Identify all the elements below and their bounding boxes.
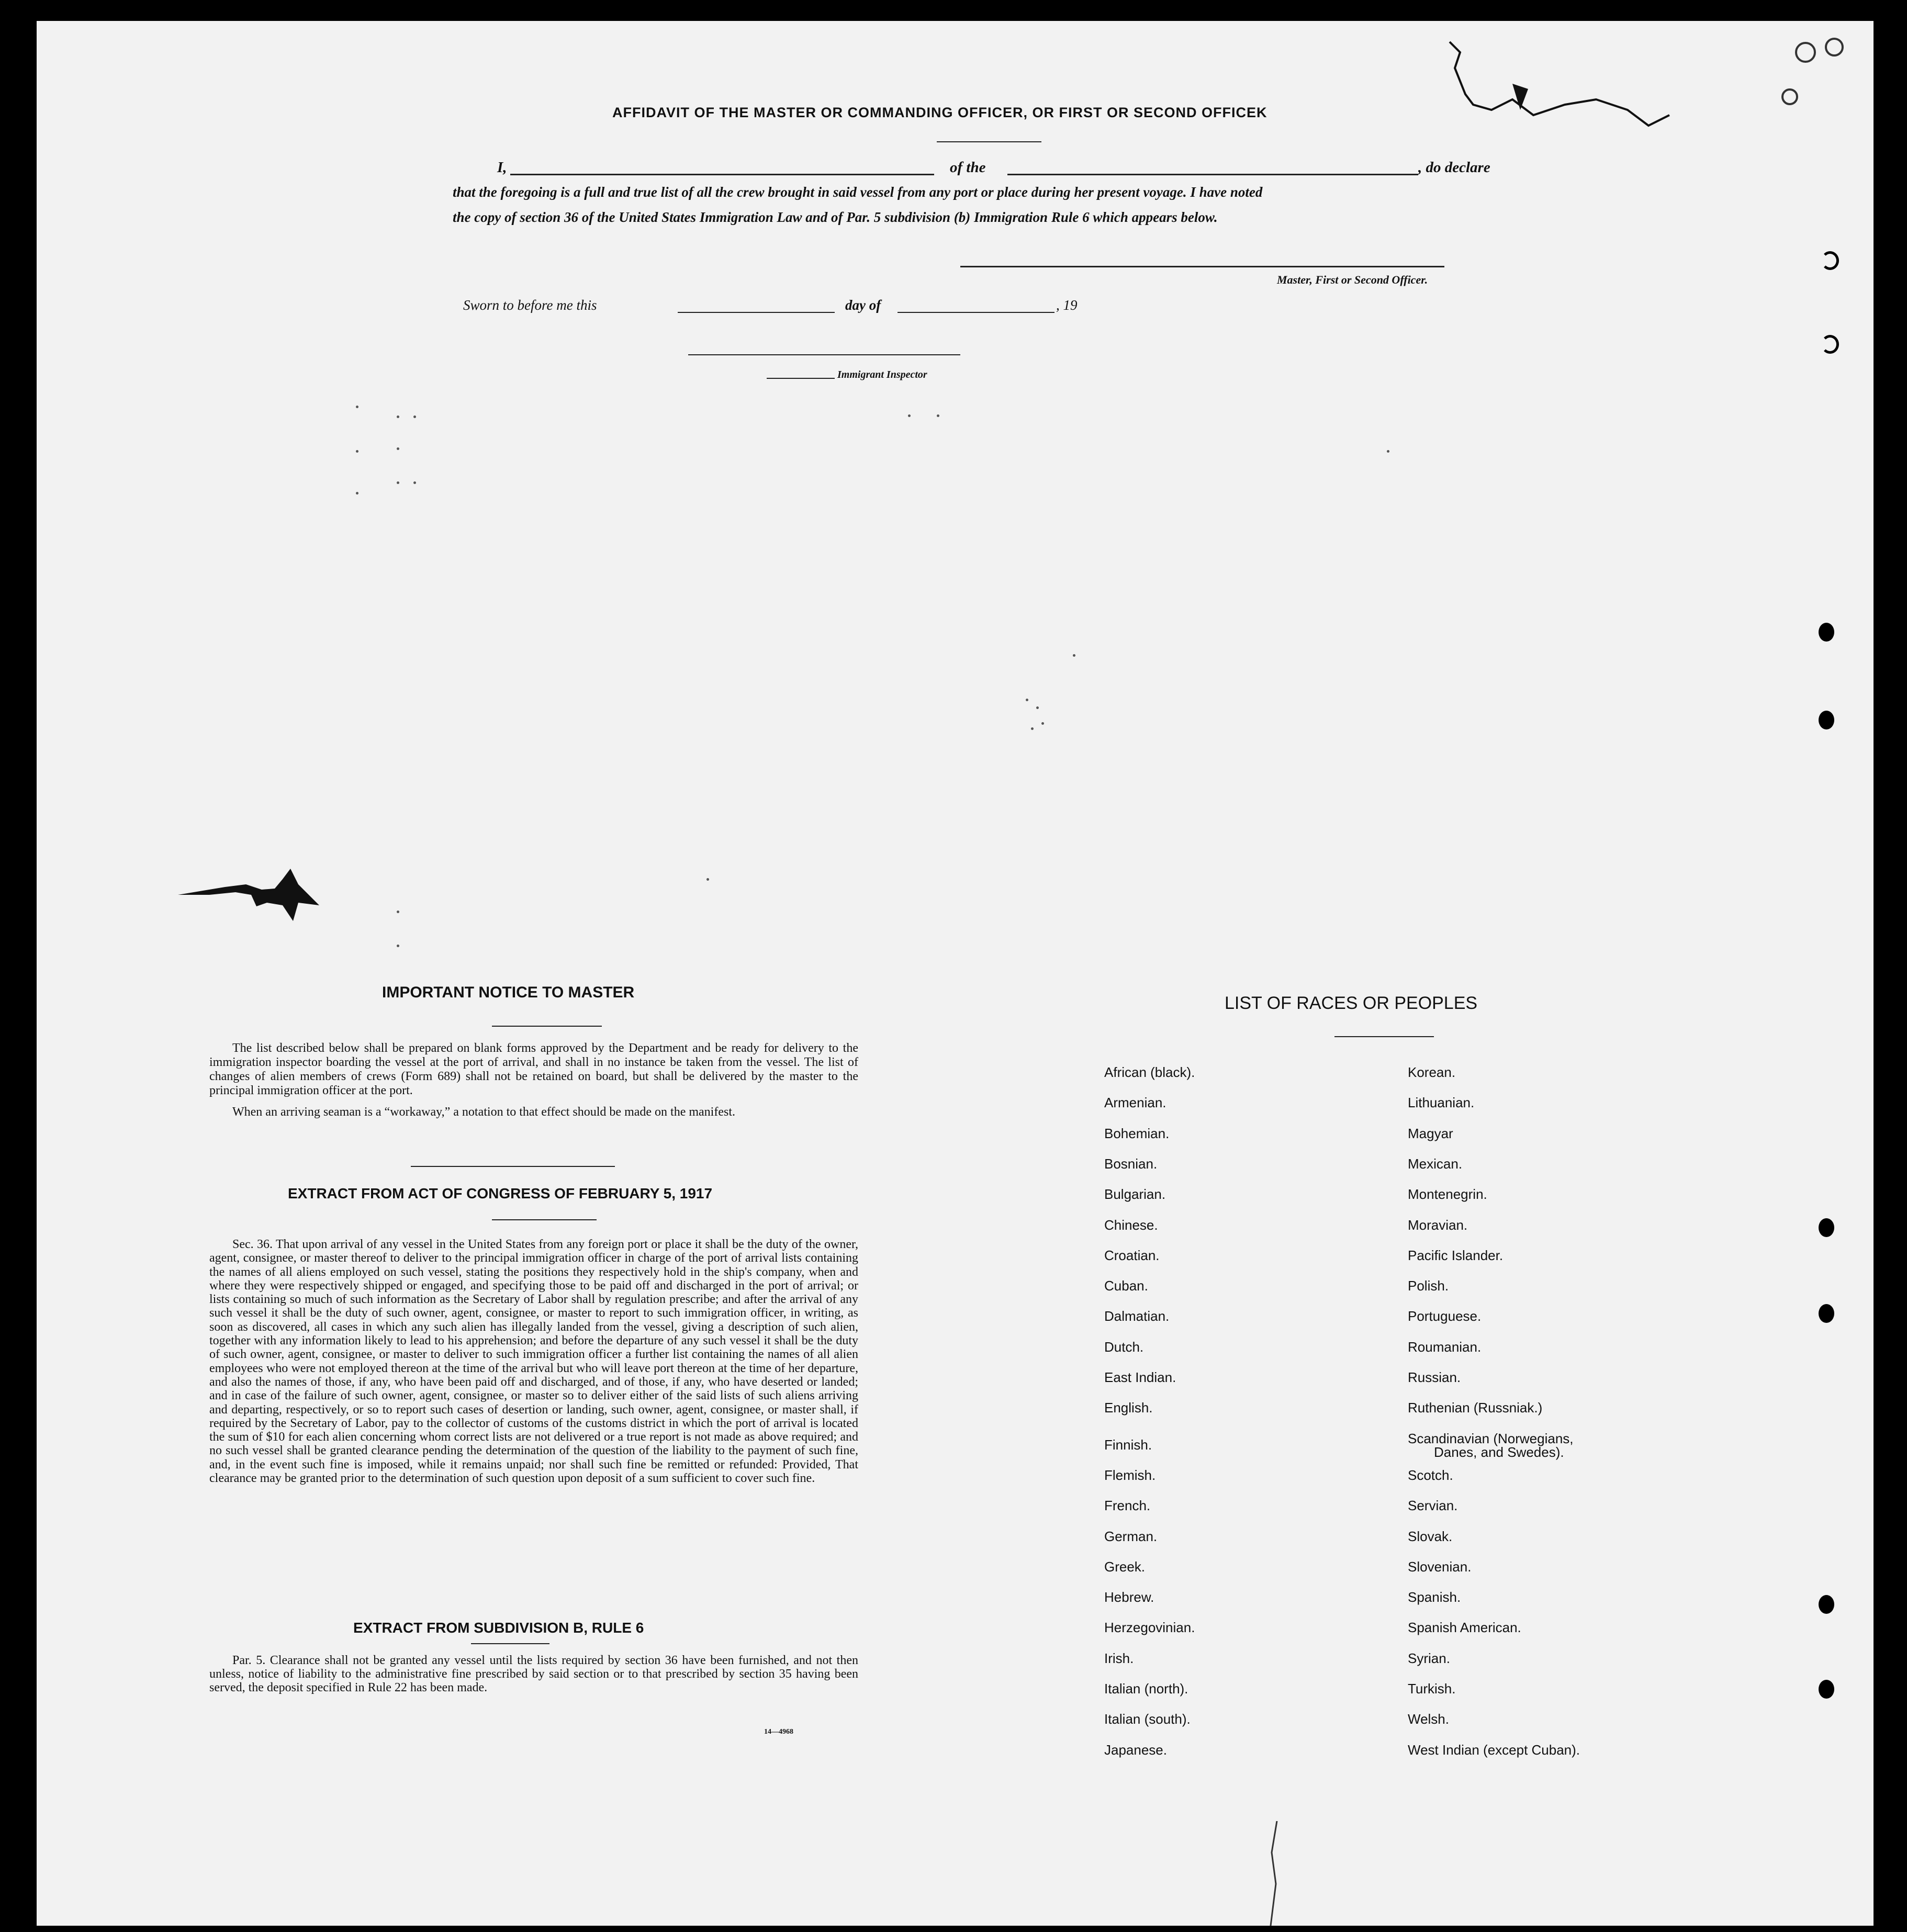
race-item: Servian. bbox=[1408, 1498, 1458, 1514]
binder-hole bbox=[1821, 251, 1839, 270]
notice-title-underline bbox=[492, 1026, 602, 1027]
paragraph-5-text: Par. 5. Clearance shall not be granted any vessel until the lists required by section 36 have been furnished, and not then unless, notice of liability to the administrative fine prescribed by said section or to that prescribed by section 35 having been served, the deposit specified in Rule 22 has been made. bbox=[209, 1654, 858, 1694]
race-item: Bulgarian. bbox=[1104, 1186, 1166, 1203]
inspector-signature-line-top bbox=[688, 354, 960, 355]
binder-hole bbox=[1819, 1218, 1834, 1237]
binder-hole bbox=[1819, 1595, 1834, 1614]
notice-body bbox=[209, 1041, 858, 1127]
declaration-i-label: I, bbox=[497, 159, 507, 176]
race-item: Irish. bbox=[1104, 1650, 1134, 1666]
race-item: Syrian. bbox=[1408, 1650, 1450, 1666]
faint-dot bbox=[1073, 654, 1075, 657]
rule-extract-title: EXTRACT FROM SUBDIVISION B, RULE 6 bbox=[353, 1620, 644, 1636]
race-item: Korean. bbox=[1408, 1064, 1456, 1080]
races-list-title: LIST OF RACES OR PEOPLES bbox=[1225, 993, 1478, 1013]
race-item: Polish. bbox=[1408, 1278, 1449, 1294]
race-item: Slovenian. bbox=[1408, 1558, 1472, 1575]
faint-dot bbox=[356, 450, 358, 453]
vessel-blank bbox=[1007, 174, 1418, 175]
ink-blot-mark bbox=[178, 863, 351, 937]
faint-dot bbox=[397, 945, 399, 947]
faint-dot bbox=[1041, 722, 1044, 725]
statement-line-2: the copy of section 36 of the United States Immigration Law and of Par. 5 subdivision (b) Immigration Rule 6 which appears below. bbox=[453, 209, 1218, 225]
race-item: Italian (south). bbox=[1104, 1711, 1191, 1727]
inspector-caption: Immigrant Inspector bbox=[837, 369, 927, 380]
faint-dot bbox=[397, 481, 399, 484]
race-item: Turkish. bbox=[1408, 1681, 1456, 1697]
binder-hole bbox=[1819, 711, 1834, 729]
faint-dot bbox=[356, 406, 358, 408]
race-item: Scandinavian (Norwegians, bbox=[1408, 1430, 1574, 1446]
race-item: Ruthenian (Russniak.) bbox=[1408, 1400, 1543, 1416]
race-item: Cuban. bbox=[1104, 1278, 1148, 1294]
faint-dot bbox=[397, 447, 399, 450]
faint-dot bbox=[706, 878, 709, 881]
declaration-do-declare-label: , do declare bbox=[1418, 159, 1490, 176]
declaration-of-the-label: of the bbox=[950, 159, 986, 176]
race-item: East Indian. bbox=[1104, 1369, 1176, 1385]
master-signature-caption: Master, First or Second Officer. bbox=[1277, 273, 1428, 286]
sworn-date-blank bbox=[678, 312, 835, 313]
sworn-prefix: Sworn to before me this bbox=[463, 297, 597, 313]
faint-dot bbox=[413, 415, 416, 418]
race-item: Spanish American. bbox=[1408, 1620, 1521, 1636]
inspector-signature-line-bottom bbox=[767, 378, 835, 379]
race-item: Spanish. bbox=[1408, 1589, 1461, 1605]
races-title-underline bbox=[1334, 1036, 1434, 1037]
act-extract-underline bbox=[492, 1219, 597, 1220]
race-item: African (black). bbox=[1104, 1064, 1195, 1080]
race-item: Magyar bbox=[1408, 1125, 1453, 1141]
race-item: English. bbox=[1104, 1400, 1153, 1416]
race-item: Slovak. bbox=[1408, 1528, 1453, 1544]
race-item: Scotch. bbox=[1408, 1467, 1453, 1483]
notice-paragraph-2: When an arriving seaman is a “workaway,” a notation to that effect should be made on the manifest. bbox=[232, 1105, 735, 1119]
race-item: French. bbox=[1104, 1498, 1151, 1514]
race-item: Mexican. bbox=[1408, 1155, 1463, 1172]
faint-dot bbox=[1036, 706, 1039, 709]
act-extract-title: EXTRACT FROM ACT OF CONGRESS OF FEBRUARY 5, 1917 bbox=[288, 1185, 713, 1201]
race-item: Lithuanian. bbox=[1408, 1095, 1475, 1111]
faint-dot bbox=[397, 415, 399, 418]
faint-dot bbox=[413, 481, 416, 484]
race-item: Welsh. bbox=[1408, 1711, 1449, 1727]
race-item: Croatian. bbox=[1104, 1247, 1160, 1263]
race-item: Montenegrin. bbox=[1408, 1186, 1487, 1203]
faint-dot bbox=[1387, 450, 1389, 453]
race-item: Greek. bbox=[1104, 1558, 1146, 1575]
faint-dot bbox=[397, 911, 399, 913]
binder-hole bbox=[1821, 335, 1839, 354]
race-item: Dalmatian. bbox=[1104, 1308, 1170, 1324]
binder-hole bbox=[1819, 1304, 1834, 1323]
notice-title: IMPORTANT NOTICE TO MASTER bbox=[382, 984, 635, 1001]
race-item: Bohemian. bbox=[1104, 1125, 1170, 1141]
torn-edge-mark bbox=[1429, 21, 1874, 136]
race-item: Portuguese. bbox=[1408, 1308, 1482, 1324]
race-item: Chinese. bbox=[1104, 1217, 1158, 1233]
sworn-day-of: day of bbox=[845, 297, 881, 313]
race-item: Dutch. bbox=[1104, 1339, 1144, 1355]
section-divider bbox=[411, 1166, 615, 1167]
notice-paragraph-1: The list described below shall be prepared on blank forms approved by the Department and be ready for delivery to the immigration inspector boarding the vessel at the port of arrival, and shall in no instance be taken from the vessel. The list of changes of alien members of crews (Form 689) shall not be retained on board, but shall be delivered by the master to the principal immigration officer at the port. bbox=[209, 1041, 858, 1097]
race-item: German. bbox=[1104, 1528, 1158, 1544]
master-signature-line bbox=[960, 266, 1444, 267]
faint-dot bbox=[908, 414, 911, 417]
race-item: Armenian. bbox=[1104, 1095, 1166, 1111]
affidavit-title: AFFIDAVIT OF THE MASTER OR COMMANDING OFFICER, OR FIRST OR SECOND OFFICEK bbox=[612, 105, 1267, 120]
race-item: Moravian. bbox=[1408, 1217, 1468, 1233]
binder-hole bbox=[1819, 1680, 1834, 1699]
race-item: Finnish. bbox=[1104, 1436, 1152, 1453]
faint-dot bbox=[356, 492, 358, 495]
race-item: Japanese. bbox=[1104, 1742, 1167, 1758]
binder-hole bbox=[1819, 623, 1834, 642]
race-item: Herzegovinian. bbox=[1104, 1620, 1195, 1636]
race-item: Pacific Islander. bbox=[1408, 1247, 1504, 1263]
race-item-continuation: Danes, and Swedes). bbox=[1434, 1444, 1564, 1460]
statement-line-1: that the foregoing is a full and true list of all the crew brought in said vessel from any port or place during her present voyage. I have noted bbox=[453, 184, 1263, 200]
race-item: Flemish. bbox=[1104, 1467, 1156, 1483]
race-item: Roumanian. bbox=[1408, 1339, 1482, 1355]
race-item: Bosnian. bbox=[1104, 1155, 1158, 1172]
document-page bbox=[37, 21, 1874, 1926]
faint-dot bbox=[937, 414, 939, 417]
race-item: Hebrew. bbox=[1104, 1589, 1154, 1605]
section-36-text: Sec. 36. That upon arrival of any vessel in the United States from any foreign port or place it shall be the duty of the owner, agent, consignee, or master thereof to deliver to the principal immigration officer in charge of the port of arrival lists containing the names of all aliens employed on such vessel, stating the positions they respectively hold in the ship's company, when and where they were respectively shipped or engaged, and specifying those to be paid off and discharged in the port of arrival; or lists containing so much of such information as the Secretary of Labor shall by regulation prescribe; and after the arrival of any such vessel it shall be the duty of such owner, agent, consignee, or master to report to such immigration officer, in writing, as soon as discovered, all cases in which any such alien has illegally landed from the vessel, giving a description of such alien, together with any information likely to lead to his apprehension; and before the departure of any such vessel it shall be the duty of such owner, agent, consignee, or master to deliver to such immigration officer a further list containing the names of all alien employees who were not employed thereon at the time of the arrival but who will leave port thereon at the time of her departure, and also the names of those, if any, who have been paid off and discharged, and of those, if any, who have deserted or landed; and in case of the failure of such owner, agent, consignee, or master so to deliver either of the said lists of such aliens arriving and departing, respectively, or so to report such cases of desertion or landing, such owner, agent, consignee, or master shall, if required by the Secretary of Labor, pay to the collector of customs of the customs district in which the port of arrival is located the sum of $10 for each alien concerning whom correct lists are not delivered or a true report is not made as above required; and no such vessel shall be granted clearance pending the determination of the question of the liability to the payment of such fine, and, in the event such fine is imposed, while it remains unpaid; nor shall such fine be remitted or refunded: Provided, That clearance may be granted prior to the determination of such question upon deposit of a sum sufficient to cover such fine. bbox=[209, 1238, 858, 1486]
race-item: Italian (north). bbox=[1104, 1681, 1188, 1697]
sworn-month-blank bbox=[898, 312, 1055, 313]
race-item: Russian. bbox=[1408, 1369, 1461, 1385]
crease-mark bbox=[1261, 1821, 1293, 1926]
faint-dot bbox=[1026, 699, 1028, 701]
sworn-year: , 19 bbox=[1056, 297, 1078, 313]
rule-extract-underline bbox=[471, 1643, 549, 1644]
faint-dot bbox=[1031, 727, 1034, 730]
name-blank bbox=[510, 174, 934, 175]
race-item: West Indian (except Cuban). bbox=[1408, 1742, 1580, 1758]
form-code: 14—4968 bbox=[764, 1728, 793, 1736]
title-underline bbox=[937, 141, 1041, 142]
